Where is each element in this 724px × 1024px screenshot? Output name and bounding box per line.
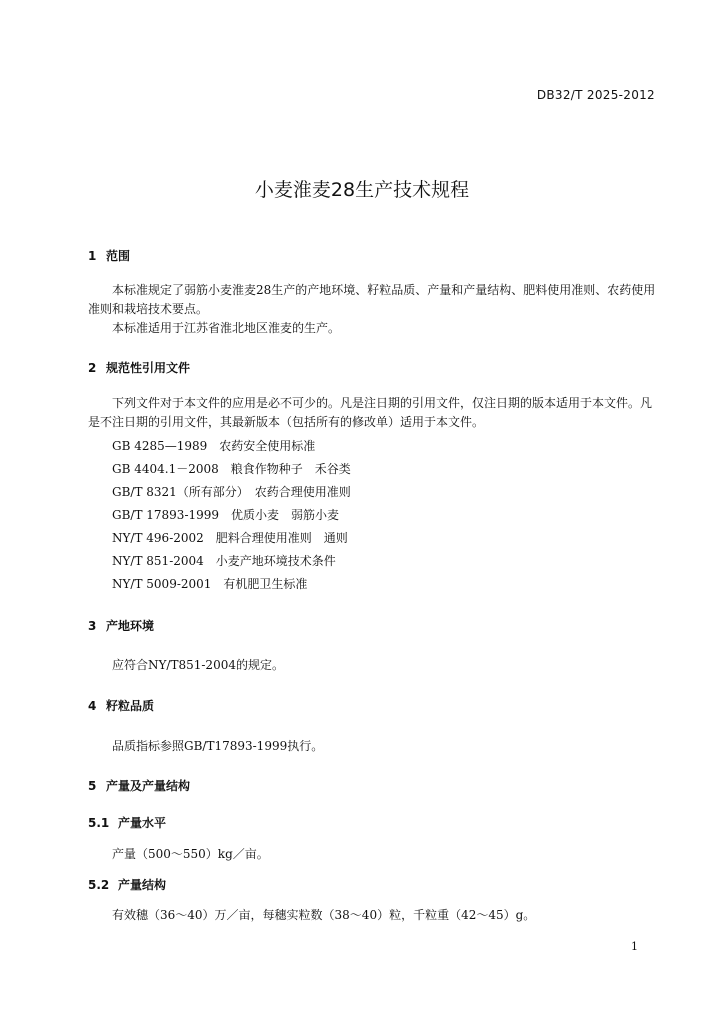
yield-structure-paragraph: 有效穗（36～40）万／亩，每穗实粒数（38～40）粒，千粒重（42～45）g。 — [112, 908, 536, 922]
reference-item: NY/T 5009-2001 有机肥卫生标准 — [112, 577, 308, 591]
section-number: 4 — [88, 699, 97, 713]
section-2-heading — [88, 359, 190, 376]
section-5-heading — [88, 777, 190, 794]
references-intro-paragraph: 下列文件对于本文件的应用是必不可少的。凡是注日期的引用文件，仅注日期的版本适用于本文件。凡是不注日期的引用文件，其最新版本（包括所有的修改单）适用于本文件。 — [88, 396, 653, 429]
subsection-number: 5.1 — [88, 816, 110, 830]
subsection-title: 产量水平 — [118, 816, 167, 830]
yield-level-paragraph: 产量（500～550）kg／亩。 — [112, 847, 269, 861]
section-title: 规范性引用文件 — [106, 361, 191, 375]
section-title: 产量及产量结构 — [106, 779, 191, 793]
section-number: 2 — [88, 361, 97, 375]
environment-paragraph: 应符合NY/T851-2004的规定。 — [112, 658, 284, 672]
section-title: 范围 — [106, 249, 131, 263]
quality-paragraph: 品质指标参照GB/T17893-1999执行。 — [112, 739, 324, 753]
reference-item: GB 4285—1989 农药安全使用标准 — [112, 439, 316, 453]
reference-item: GB/T 17893-1999 优质小麦 弱筋小麦 — [112, 508, 340, 522]
page-number: 1 — [631, 940, 638, 953]
section-title: 产地环境 — [106, 619, 155, 633]
reference-item: NY/T 496-2002 肥料合理使用准则 通则 — [112, 531, 348, 545]
reference-item: GB/T 8321（所有部分） 农药合理使用准则 — [112, 485, 351, 499]
subsection-title: 产量结构 — [118, 878, 167, 892]
section-number: 3 — [88, 619, 97, 633]
section-number: 5 — [88, 779, 97, 793]
section-1-heading — [88, 247, 130, 264]
applicability-paragraph: 本标准适用于江苏省淮北地区淮麦的生产。 — [112, 321, 341, 335]
document-title: 小麦淮麦28生产技术规程 — [254, 179, 470, 201]
subsection-5-2-heading — [88, 876, 166, 893]
section-4-heading — [88, 697, 154, 714]
section-3-heading — [88, 617, 154, 634]
section-title: 籽粒品质 — [106, 699, 155, 713]
subsection-number: 5.2 — [88, 878, 110, 892]
section-number: 1 — [88, 249, 97, 263]
reference-item: NY/T 851-2004 小麦产地环境技术条件 — [112, 554, 336, 568]
reference-item: GB 4404.1－2008 粮食作物种子 禾谷类 — [112, 462, 351, 476]
scope-paragraph: 本标准规定了弱筋小麦淮麦28生产的产地环境、籽粒品质、产量和产量结构、肥料使用准则、农药使用准则和栽培技术要点。 — [88, 283, 656, 316]
standard-code: DB32/T 2025-2012 — [536, 88, 655, 102]
subsection-5-1-heading — [88, 814, 166, 831]
